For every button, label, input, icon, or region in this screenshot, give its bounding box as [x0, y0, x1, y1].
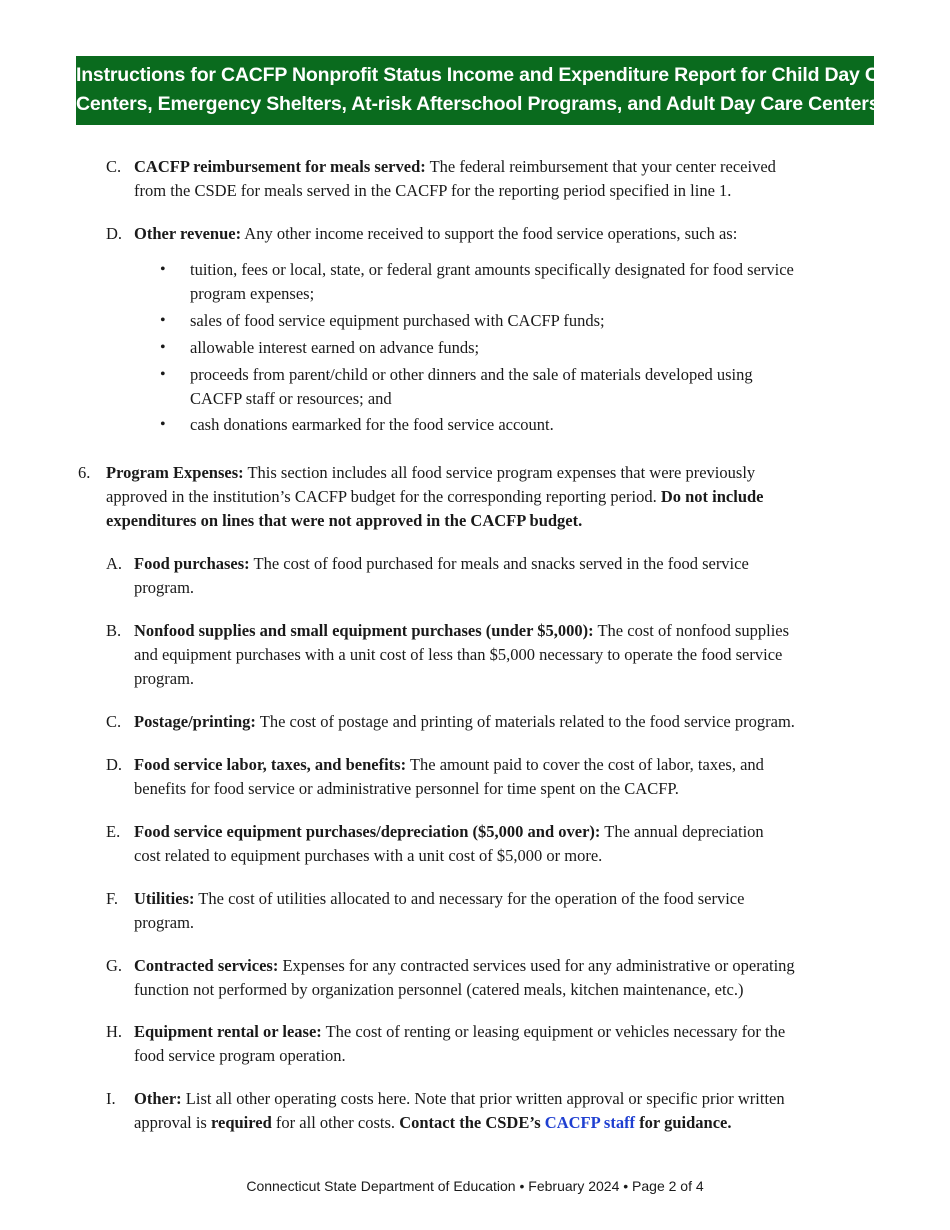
bullet-text: allowable interest earned on advance funds;	[190, 338, 480, 357]
item-emphasis: required	[210, 1113, 272, 1132]
section-text	[106, 461, 876, 533]
section-emphasis: Do not include	[660, 487, 764, 506]
item-marker: C.	[106, 712, 122, 731]
bullet-icon: •	[160, 312, 166, 329]
item-title: Other revenue:	[134, 224, 242, 243]
item-marker: F.	[106, 889, 118, 908]
item-marker: I.	[106, 1089, 116, 1108]
item-title: Utilities:	[134, 889, 195, 908]
bullet-icon: •	[160, 261, 166, 278]
item-body-line: and equipment purchases with a unit cost of less than $5,000 necessary to operate the food service	[134, 645, 783, 664]
bullet-text: tuition, fees or local, state, or federal grant amounts specifically designated for food service	[190, 260, 794, 279]
item-body-line: program.	[134, 578, 195, 597]
item-marker: D.	[106, 224, 123, 243]
item-marker: E.	[106, 822, 121, 841]
bullet-text: cash donations earmarked for the food service account.	[190, 415, 554, 434]
item-text	[134, 1020, 785, 1068]
bullet-text: program expenses;	[190, 284, 315, 303]
cacfp-staff-link[interactable]: CACFP staff	[544, 1113, 636, 1132]
item-body: for all other costs.	[271, 1113, 400, 1132]
item-title: Nonfood supplies and small equipment purchases (under $5,000):	[134, 621, 594, 640]
item-emphasis: for guidance.	[635, 1113, 732, 1132]
item-body: The cost of renting or leasing equipment or vehicles necessary for the	[321, 1022, 786, 1041]
item-body: The cost of utilities allocated to and necessary for the operation of the food service	[194, 889, 745, 908]
item-body: The federal reimbursement that your center received	[425, 157, 776, 176]
bullet-icon: •	[160, 339, 166, 356]
item-body: The amount paid to cover the cost of labor, taxes, and	[406, 755, 764, 774]
item-body: List all other operating costs here. Note that prior written approval or specific prior written	[181, 1089, 785, 1108]
item-title: CACFP reimbursement for meals served:	[134, 157, 426, 176]
bullet-text: CACFP staff or resources; and	[190, 389, 392, 408]
item-title: Food service equipment purchases/depreciation ($5,000 and over):	[134, 822, 601, 841]
header-line-1: Instructions for CACFP Nonprofit Status Income and Expenditure Report for Child Day Care	[76, 64, 908, 86]
footer-separator: •	[515, 1178, 529, 1194]
item-title: Equipment rental or lease:	[134, 1022, 322, 1041]
item-marker: D.	[106, 755, 123, 774]
item-text	[134, 710, 795, 734]
item-marker: G.	[106, 956, 123, 975]
item-body-line: program.	[134, 669, 195, 688]
item-marker: H.	[106, 1022, 123, 1041]
item-body: Any other income received to support the food service operations, such as:	[241, 224, 738, 243]
bullet-icon: •	[160, 366, 166, 383]
footer-date: February 2024	[528, 1178, 620, 1194]
item-title: Other:	[134, 1089, 182, 1108]
item-title: Contracted services:	[134, 956, 279, 975]
page-header	[76, 56, 908, 125]
section-title: Program Expenses:	[106, 463, 244, 482]
item-body-line: food service program operation.	[134, 1046, 346, 1065]
bullet-text: proceeds from parent/child or other dinners and the sale of materials developed using	[190, 365, 753, 384]
item-body: The cost of postage and printing of materials related to the food service program.	[255, 712, 795, 731]
item-title: Food purchases:	[134, 554, 250, 573]
item-body: The cost of nonfood supplies	[593, 621, 790, 640]
item-text	[134, 820, 764, 868]
footer-page-number: Page 2 of 4	[632, 1178, 704, 1194]
item-body-line: cost related to equipment purchases with a unit cost of $5,000 or more.	[134, 846, 603, 865]
item-title: Food service labor, taxes, and benefits:	[134, 755, 407, 774]
bullet-icon: •	[160, 416, 166, 433]
item-body: The annual depreciation	[600, 822, 764, 841]
item-body: Expenses for any contracted services used for any administrative or operating	[278, 956, 795, 975]
item-emphasis: Contact the CSDE’s	[399, 1113, 545, 1132]
item-body: approval is	[134, 1113, 211, 1132]
item-text	[134, 619, 789, 691]
footer-separator: •	[619, 1178, 633, 1194]
item-title: Postage/printing:	[134, 712, 256, 731]
item-text	[134, 155, 884, 203]
item-body-line: benefits for food service or administrative personnel for time spent on the CACFP.	[134, 779, 679, 798]
section-number: 6.	[78, 463, 91, 482]
item-text	[134, 954, 795, 1002]
item-text	[134, 1087, 785, 1135]
section-body: approved in the institution’s CACFP budget for the corresponding reporting period.	[106, 487, 661, 506]
section-emphasis: expenditures on lines that were not approved in the CACFP budget.	[106, 511, 583, 530]
header-line-2: Centers, Emergency Shelters, At-risk Afterschool Programs, and Adult Day Care Centers	[76, 93, 880, 115]
bullet-text: sales of food service equipment purchased with CACFP funds;	[190, 311, 605, 330]
item-body: The cost of food purchased for meals and snacks served in the food service	[249, 554, 749, 573]
item-marker: A.	[106, 554, 123, 573]
item-body-line: function not performed by organization personnel (catered meals, kitchen maintenance, etc.)	[134, 980, 744, 999]
item-marker: C.	[106, 157, 122, 176]
section-body: This section includes all food service program expenses that were previously	[243, 463, 756, 482]
item-body-line: from the CSDE for meals served in the CACFP for the reporting period specified in line 1.	[134, 181, 732, 200]
item-text	[134, 552, 749, 600]
footer-org: Connecticut State Department of Education	[246, 1178, 516, 1194]
item-text	[134, 887, 744, 935]
item-body-line: program.	[134, 913, 195, 932]
item-marker: B.	[106, 621, 122, 640]
item-text	[134, 753, 764, 801]
item-text	[134, 222, 884, 246]
page-footer	[0, 1178, 950, 1194]
